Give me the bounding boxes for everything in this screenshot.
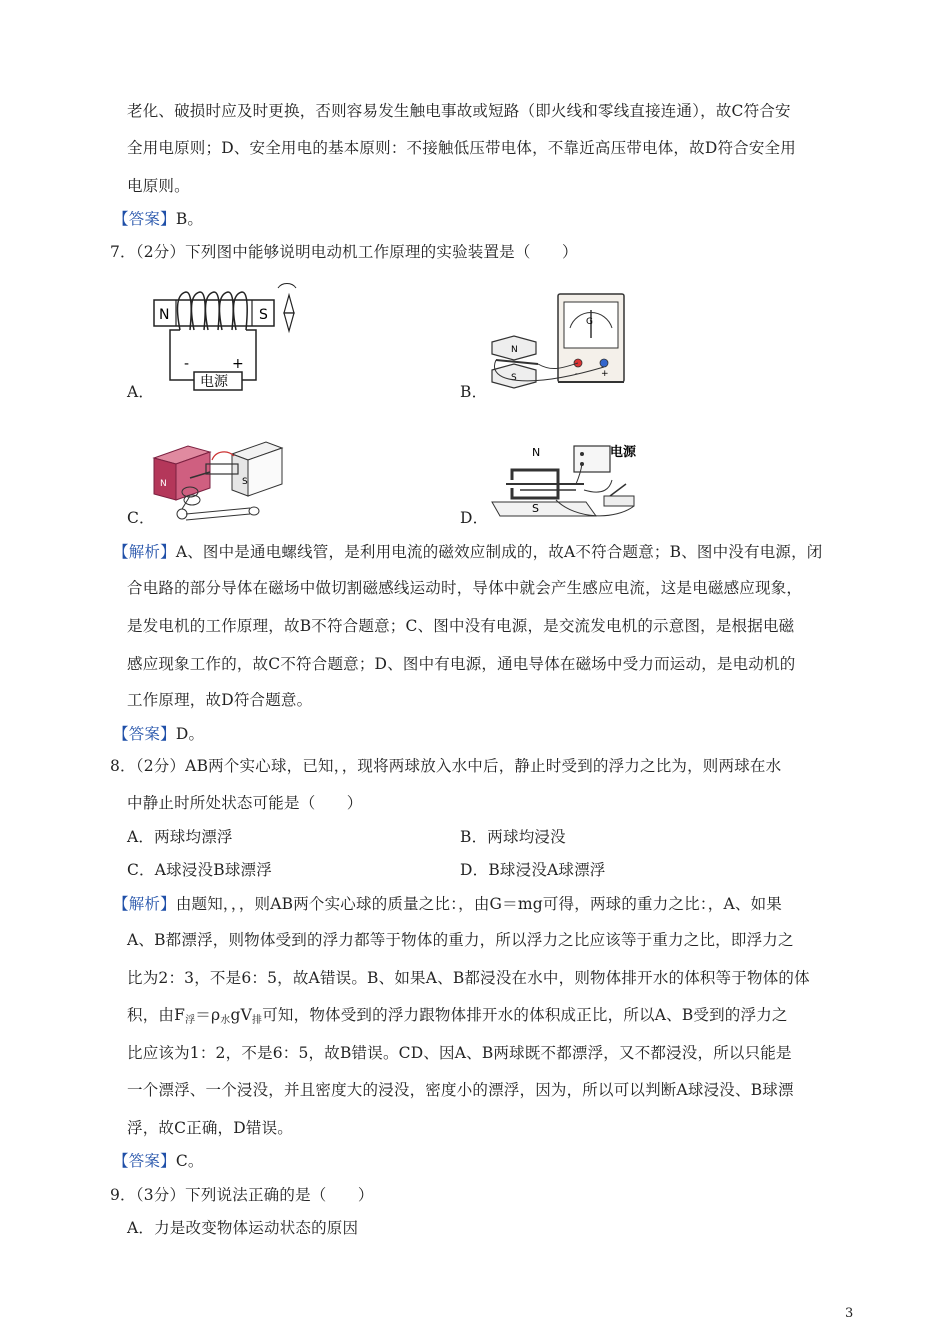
q7-option-d-label: D． <box>460 509 489 527</box>
figure-b-galvanometer <box>486 292 636 392</box>
q7-analysis-line-3: 是发电机的工作原理，故B不符合题意；C、图中没有电源，是交流发电机的示意图，是根据电磁 <box>127 617 795 635</box>
analysis-text: 由题知，，，则AB两个实心球的质量之比：，由G＝mg可得，两球的重力之比：，A、如果 <box>175 895 782 913</box>
prev-analysis-line-3: 电原则。 <box>127 177 190 195</box>
q8-analysis-line-6: 一个漂浮、一个浸没，并且密度大的浸没，密度小的漂浮，因为，所以可以判断A球浸没、B球漂 <box>127 1081 794 1099</box>
q7-option-c-label: C． <box>127 509 155 527</box>
figure-c-s-label: S <box>242 477 248 487</box>
figure-d-n-label: N <box>532 446 541 459</box>
answer-tag: 【答案】 <box>113 1152 176 1170</box>
figure-b-minus: - <box>575 369 579 379</box>
formula-text: gV <box>230 1006 253 1024</box>
answer-value: B。 <box>175 210 204 228</box>
q8-stem-line-2: 中静止时所处状态可能是（ ） <box>127 794 363 812</box>
q7-option-a-label: A． <box>127 383 155 401</box>
figure-a-plus: + <box>232 356 244 372</box>
answer-value: D。 <box>175 725 205 743</box>
figure-d-power-label: 电源 <box>610 445 637 460</box>
figure-a-solenoid <box>150 280 300 398</box>
analysis-tag: 【解析】 <box>113 543 176 561</box>
figure-c-n-label: N <box>160 479 167 489</box>
answer-tag: 【答案】 <box>113 725 176 743</box>
q7-answer <box>113 724 204 744</box>
figure-d-s-label: S <box>532 502 539 515</box>
formula-text: 积，由F <box>127 1006 186 1024</box>
formula-subscript: 水 <box>220 1015 231 1026</box>
prev-analysis-line-1: 老化、破损时应及时更换，否则容易发生触电事故或短路（即火线和零线直接连通），故C符合安 <box>127 102 791 120</box>
q8-option-d: D．B球浸没A球漂浮 <box>460 861 606 879</box>
figure-b-plus: + <box>601 369 609 379</box>
formula-text: 可知，物体受到的浮力跟物体排开水的体积成正比，所以A、B受到的浮力之 <box>262 1006 788 1024</box>
q8-analysis-line-4 <box>127 1005 788 1031</box>
q8-answer <box>113 1151 204 1171</box>
q8-analysis-line-3: 比为2：3，不是6：5，故A错误。B、如果A、B都浸没在水中，则物体排开水的体积等于物体的体 <box>127 969 810 987</box>
q8-option-a: A．两球均漂浮 <box>127 828 233 846</box>
figure-a-minus: - <box>184 356 190 372</box>
figure-b-n-label: N <box>511 345 518 355</box>
q9-stem: 9．（3分）下列说法正确的是（ ） <box>110 1186 374 1204</box>
figure-a-s-label: S <box>259 307 268 323</box>
formula-subscript: 浮 <box>185 1015 196 1026</box>
answer-tag: 【答案】 <box>113 210 176 228</box>
q8-analysis-line-7: 浮，故C正确，D错误。 <box>127 1119 293 1137</box>
answer-value: C。 <box>175 1152 204 1170</box>
q8-analysis-line-1 <box>113 894 782 914</box>
figure-c-generator <box>150 430 290 525</box>
q8-option-c: C．A球浸没B球漂浮 <box>127 861 272 879</box>
prev-analysis-line-2: 全用电原则；D、安全用电的基本原则：不接触低压带电体，不靠近高压带电体，故D符合安全用 <box>127 139 796 157</box>
q8-stem-line-1: 8．（2分）AB两个实心球，已知，，现将两球放入水中后，静止时受到的浮力之比为，则两球在水 <box>110 757 782 775</box>
q8-analysis-line-5: 比应该为1：2，不是6：5，故B错误。CD、因A、B两球既不都漂浮，又不都浸没，所以只能是 <box>127 1044 792 1062</box>
q8-option-b: B．两球均浸没 <box>460 828 566 846</box>
page-number: 3 <box>845 1306 854 1321</box>
figure-b-s-label: S <box>511 373 517 383</box>
figure-a-power-label: 电源 <box>200 374 228 390</box>
formula-text: ＝ρ <box>195 1006 221 1024</box>
q7-analysis-line-5: 工作原理，故D符合题意。 <box>127 691 313 709</box>
q7-option-b-label: B． <box>460 383 488 401</box>
figure-d-motor <box>486 440 646 522</box>
compass-needle <box>284 295 294 313</box>
q8-analysis-line-2: A、B都漂浮，则物体受到的浮力都等于物体的重力，所以浮力之比应该等于重力之比，即浮力之 <box>127 931 794 949</box>
q7-analysis-line-2: 合电路的部分导体在磁场中做切割磁感线运动时，导体中就会产生感应电流，这是电磁感应现象， <box>127 579 803 597</box>
q9-option-a: A．力是改变物体运动状态的原因 <box>127 1219 359 1237</box>
formula-subscript: 排 <box>252 1015 263 1026</box>
q7-stem: 7．（2分）下列图中能够说明电动机工作原理的实验装置是（ ） <box>110 243 578 261</box>
analysis-text: A、图中是通电螺线管，是利用电流的磁效应制成的，故A不符合题意；B、图中没有电源，闭 <box>175 543 823 561</box>
q7-analysis-line-1 <box>113 542 823 562</box>
prev-answer <box>113 209 203 229</box>
analysis-tag: 【解析】 <box>113 895 176 913</box>
figure-b-g-label: G <box>586 317 593 327</box>
figure-a-n-label: N <box>159 307 170 323</box>
q7-analysis-line-4: 感应现象工作的，故C不符合题意；D、图中有电源，通电导体在磁场中受力而运动，是电动机的 <box>127 655 796 673</box>
